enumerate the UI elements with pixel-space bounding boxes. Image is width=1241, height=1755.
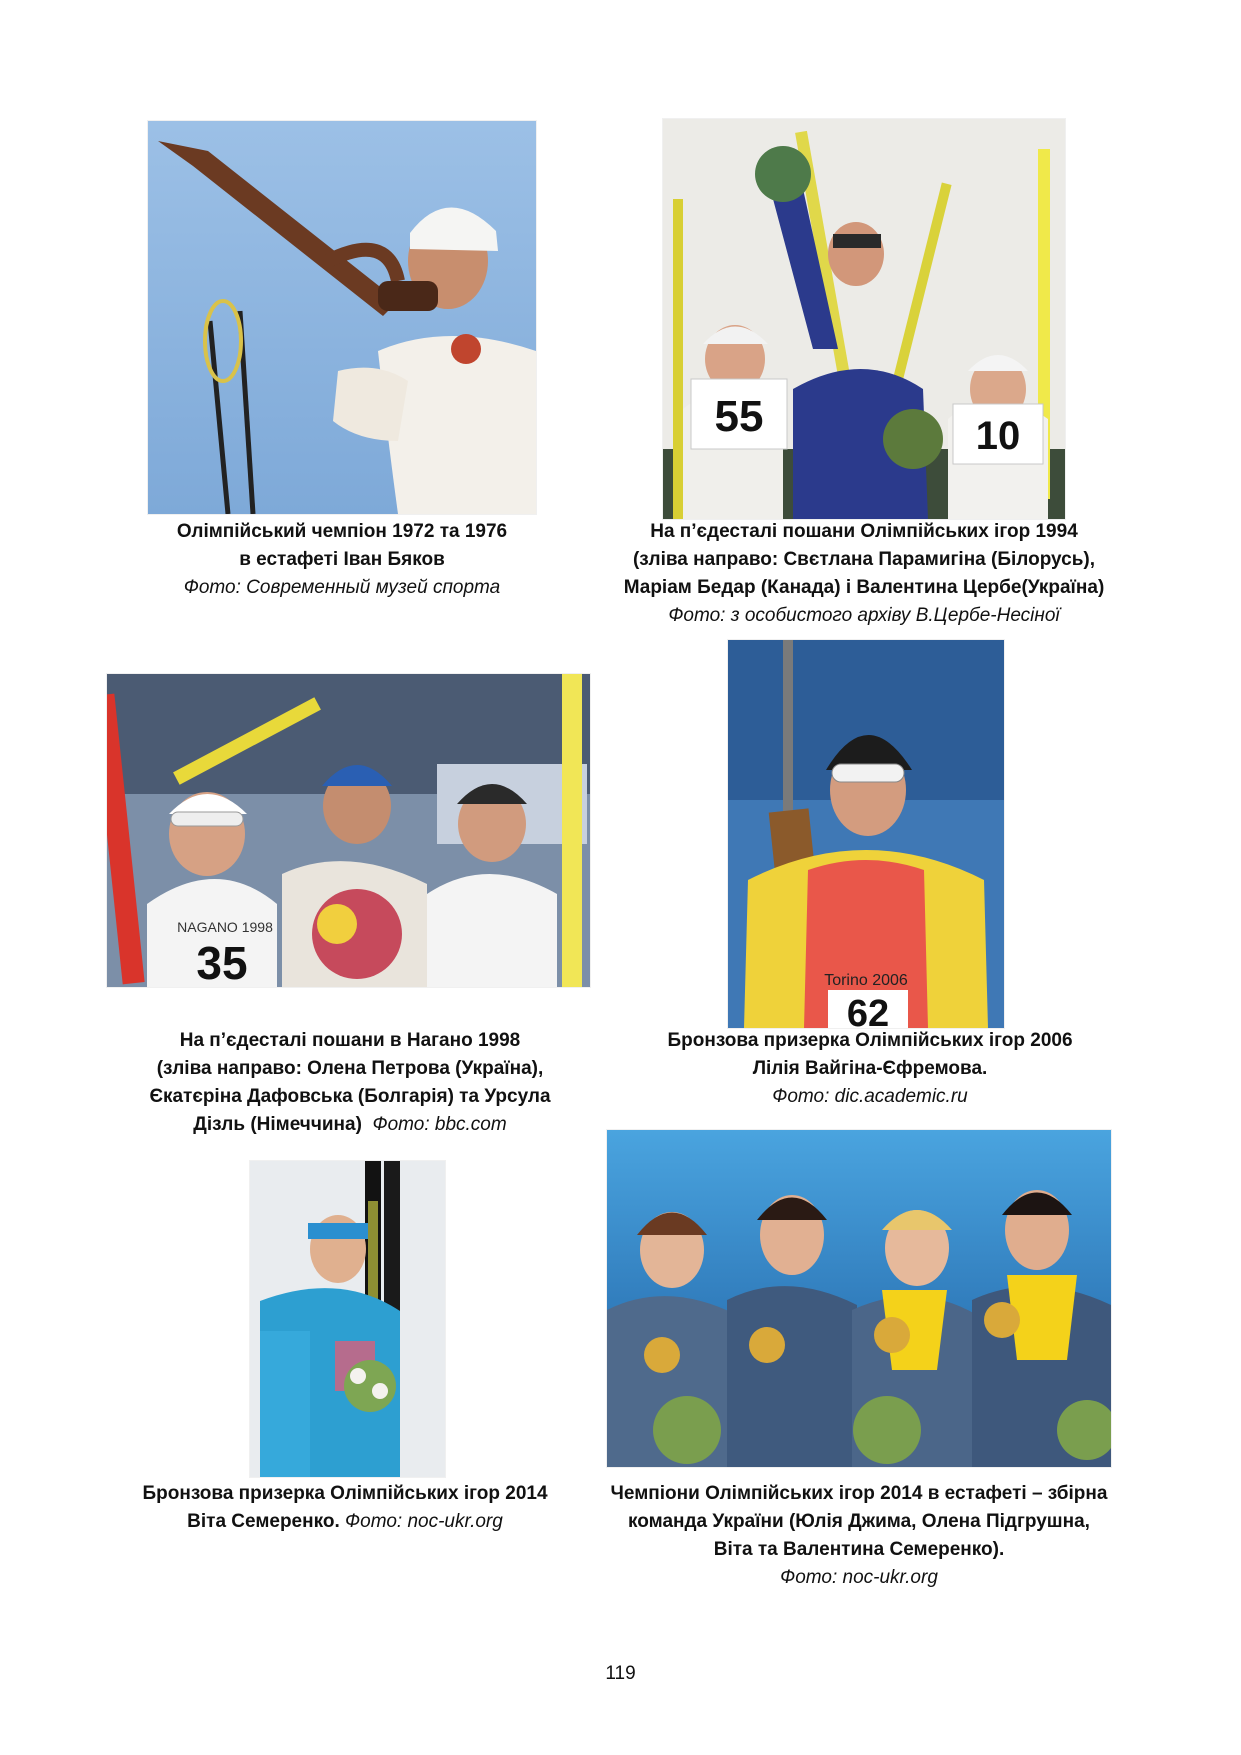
caption-line: На п’єдесталі пошани Олімпійських ігор 1994 xyxy=(650,521,1078,542)
caption-semerenko-2014 xyxy=(100,1480,590,1536)
bib-62: 62 xyxy=(846,993,890,1028)
caption-line: Олімпійський чемпіон 1972 та 1976 xyxy=(176,521,508,542)
caption-relay-2014 xyxy=(585,1480,1133,1592)
caption-line: Віта Семеренко. xyxy=(187,1511,340,1532)
photo-nagano-1998 xyxy=(107,674,590,987)
photo-credit: Фото: dic.academic.ru xyxy=(772,1086,968,1107)
caption-line: (зліва направо: Олена Петрова (Україна), xyxy=(156,1058,544,1079)
bib-55: 55 xyxy=(714,392,764,441)
caption-nagano-1998 xyxy=(100,1027,600,1139)
nagano-label: NAGANO 1998 xyxy=(177,919,273,935)
bib-35: 35 xyxy=(196,937,248,987)
photo-credit: Фото: noc-ukr.org xyxy=(345,1511,503,1532)
photo-credit: Фото: Современный музей спорта xyxy=(183,577,501,598)
caption-vaygina-2006 xyxy=(620,1027,1120,1111)
caption-line: Чемпіони Олімпійських ігор 2014 в естафеті – збірна xyxy=(610,1483,1108,1504)
caption-line: Маріам Бедар (Канада) і Валентина Цербе(Україна) xyxy=(623,577,1105,598)
photo-credit: Фото: bbc.com xyxy=(372,1114,507,1135)
photo-podium-1994 xyxy=(663,119,1065,519)
caption-line: команда України (Юлія Джима, Олена Підгрушна, xyxy=(628,1511,1090,1532)
caption-line: (зліва направо: Свєтлана Парамигіна (Білорусь), xyxy=(632,549,1096,570)
caption-line: Бронзова призерка Олімпійських ігор 2006 xyxy=(667,1030,1073,1051)
bib-10: 10 xyxy=(975,414,1021,458)
caption-line: Бронзова призерка Олімпійських ігор 2014 xyxy=(142,1483,548,1504)
photo-credit: Фото: noc-ukr.org xyxy=(780,1567,938,1588)
caption-byakov xyxy=(148,518,536,602)
caption-line: Віта та Валентина Семеренко). xyxy=(713,1539,1005,1560)
torino-label: Torino 2006 xyxy=(824,972,908,989)
page-number: 119 xyxy=(605,1663,636,1684)
photo-credit: Фото: з особистого архіву В.Цербе-Несіної xyxy=(668,605,1060,626)
caption-podium-1994 xyxy=(590,518,1138,630)
caption-line: На п’єдесталі пошани в Нагано 1998 xyxy=(179,1030,521,1051)
photo-relay-2014 xyxy=(607,1130,1111,1467)
caption-line: Дізль (Німеччина) xyxy=(193,1114,362,1135)
caption-line: Єкатєріна Дафовська (Болгарія) та Урсула xyxy=(149,1086,551,1107)
caption-line: в естафеті Іван Бяков xyxy=(239,549,445,570)
photo-vaygina-2006 xyxy=(728,640,1004,1028)
photo-byakov xyxy=(148,121,536,514)
photo-semerenko-2014 xyxy=(250,1161,445,1477)
caption-line: Лілія Вайгіна-Єфремова. xyxy=(752,1058,988,1079)
